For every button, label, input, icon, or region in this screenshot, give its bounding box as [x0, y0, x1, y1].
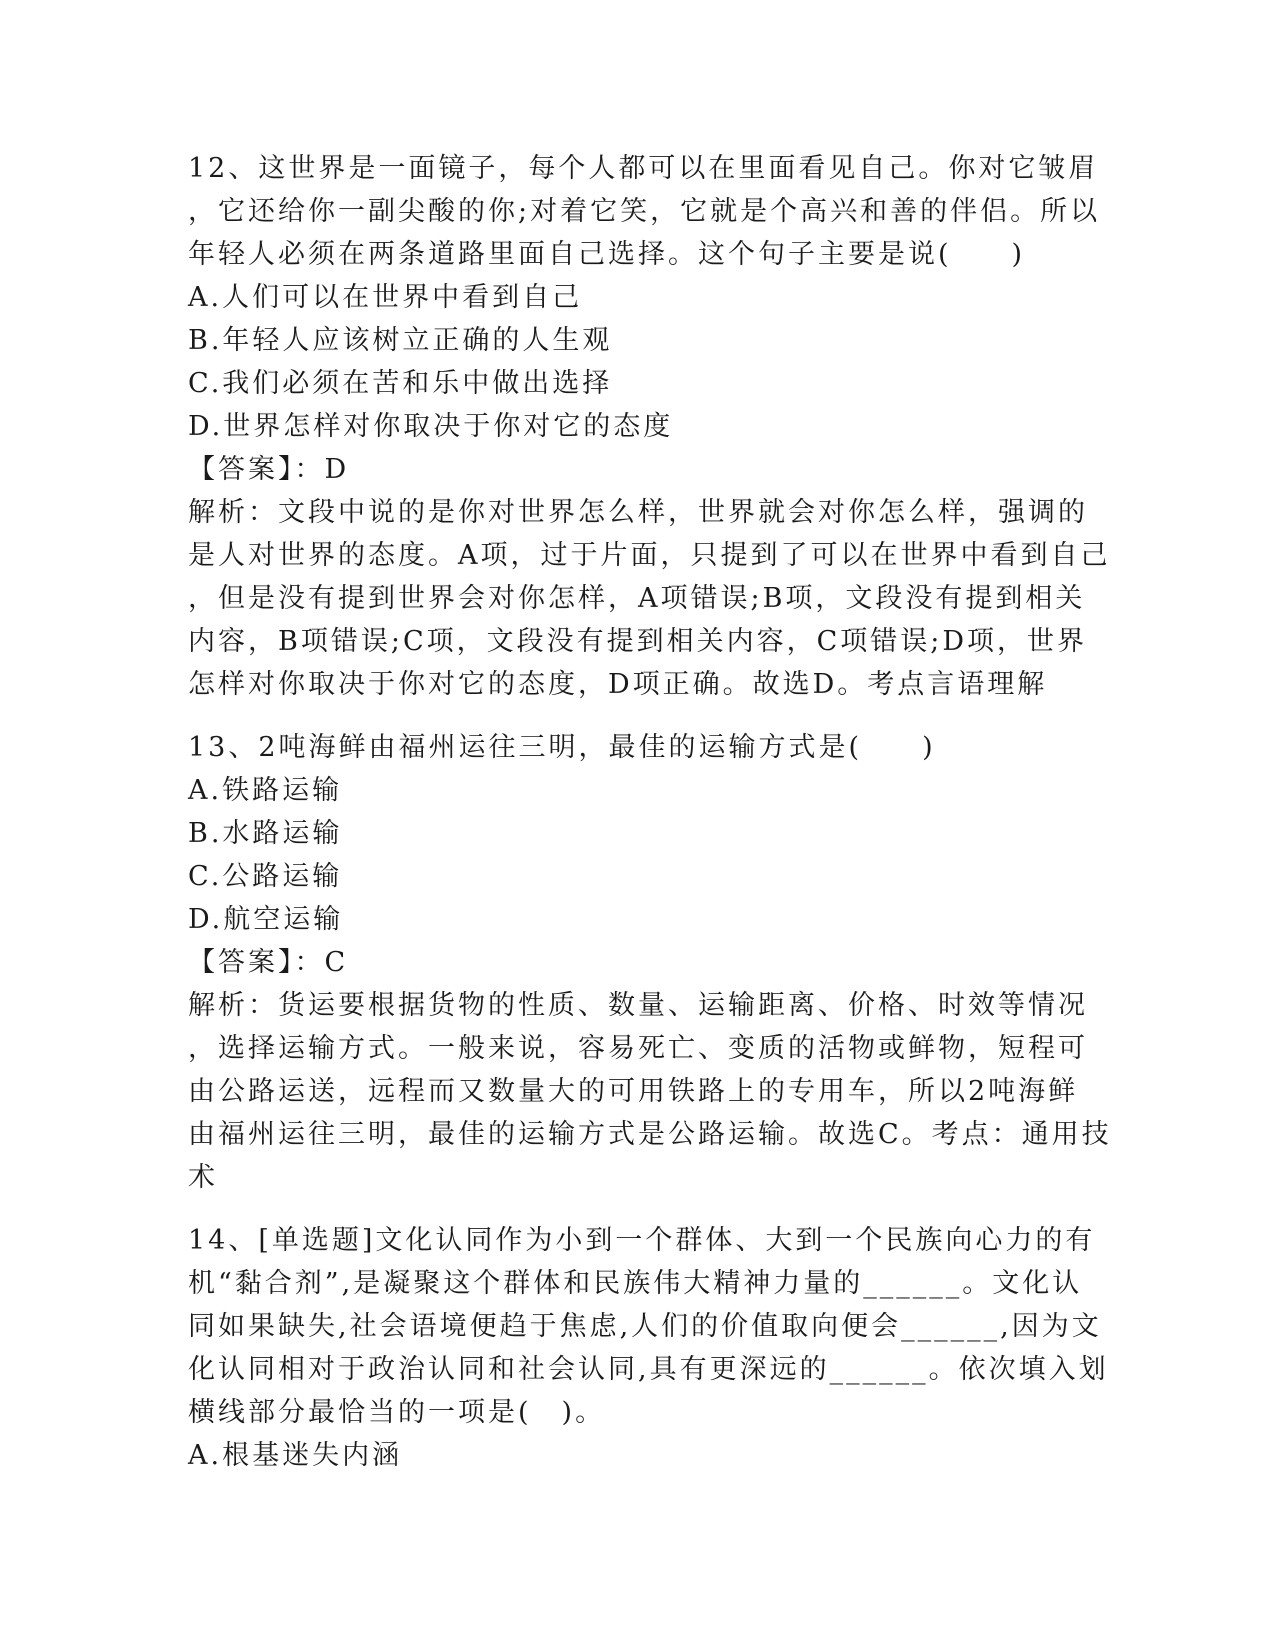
- answer-line: 【答案】：C: [188, 947, 349, 978]
- analysis-line: 解析：文段中说的是你对世界怎么样，世界就会对你怎么样，强调的: [188, 497, 1088, 528]
- document-page: [188, 147, 1112, 1477]
- analysis-line: 是人对世界的态度。A项，过于片面，只提到了可以在世界中看到自己: [188, 540, 1111, 571]
- question-12: [188, 147, 1111, 706]
- option-a: A.根基迷失内涵: [188, 1440, 403, 1471]
- option-c: C.公路运输: [188, 861, 343, 892]
- question-spacer: [188, 706, 1088, 726]
- question-stem-line: 12、这世界是一面镜子，每个人都可以在里面看见自己。你对它皱眉: [188, 153, 1099, 184]
- option-c: C.我们必须在苦和乐中做出选择: [188, 368, 613, 399]
- question-stem-line: 机“黏合剂”,是凝聚这个群体和民族伟大精神力量的______。文化认: [188, 1268, 1083, 1299]
- question-stem-line: 化认同相对于政治认同和社会认同,具有更深远的______。依次填入划: [188, 1354, 1109, 1385]
- option-a: A.铁路运输: [188, 775, 343, 806]
- analysis-line: 由公路运送，远程而又数量大的可用铁路上的专用车，所以2吨海鲜: [188, 1076, 1079, 1107]
- analysis-line: 内容，B项错误;C项，文段没有提到相关内容，C项错误;D项，世界: [188, 626, 1087, 657]
- option-b: B.水路运输: [188, 818, 343, 849]
- analysis-line: 由福州运往三明，最佳的运输方式是公路运输。故选C。考点：通用技: [188, 1119, 1112, 1150]
- option-d: D.世界怎样对你取决于你对它的态度: [188, 411, 674, 442]
- analysis-line: ，但是没有提到世界会对你怎样，A项错误;B项，文段没有提到相关: [188, 583, 1086, 614]
- question-stem-line: 年轻人必须在两条道路里面自己选择。这个句子主要是说( ): [188, 239, 1026, 270]
- question-stem-line: 横线部分最恰当的一项是( )。: [188, 1397, 606, 1428]
- option-b: B.年轻人应该树立正确的人生观: [188, 325, 613, 356]
- analysis-line: ，选择运输方式。一般来说，容易死亡、变质的活物或鲜物，短程可: [188, 1033, 1088, 1064]
- answer-line: 【答案】：D: [188, 454, 350, 485]
- option-a: A.人们可以在世界中看到自己: [188, 282, 583, 313]
- analysis-line: 怎样对你取决于你对它的态度，D项正确。故选D。考点言语理解: [188, 669, 1048, 700]
- question-14: [188, 1219, 1109, 1477]
- question-stem-line: 同如果缺失,社会语境便趋于焦虑,人们的价值取向便会______,因为文: [188, 1311, 1102, 1342]
- option-d: D.航空运输: [188, 904, 344, 935]
- analysis-line: 解析：货运要根据货物的性质、数量、运输距离、价格、时效等情况: [188, 990, 1088, 1021]
- analysis-line: 术: [188, 1162, 218, 1193]
- question-stem-line: ，它还给你一副尖酸的你;对着它笑，它就是个高兴和善的伴侣。所以: [188, 196, 1101, 227]
- question-13: [188, 726, 1112, 1199]
- question-stem-line: 13、2吨海鲜由福州运往三明，最佳的运输方式是( ): [188, 732, 936, 763]
- question-spacer: [188, 1199, 1088, 1219]
- question-stem-line: 14、[单选题]文化认同作为小到一个群体、大到一个民族向心力的有: [188, 1225, 1096, 1256]
